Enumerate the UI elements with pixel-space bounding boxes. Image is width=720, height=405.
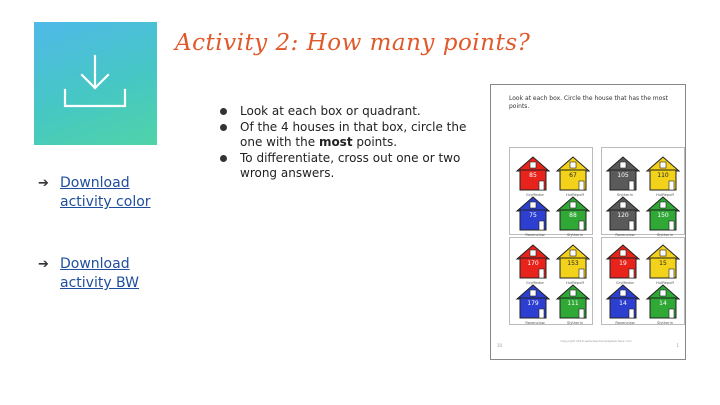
house-points: 15 <box>659 260 667 267</box>
house-icon <box>645 283 685 325</box>
house-name: Hufflepuff <box>566 193 584 197</box>
download-color-link[interactable]: Download activity color <box>60 175 151 210</box>
house-icon <box>605 155 645 197</box>
arrow-right-icon: ➔ <box>38 257 49 272</box>
house-name: Slytherin <box>656 321 674 325</box>
download-bw-link[interactable]: Download activity BW <box>60 256 140 291</box>
house-icon <box>515 195 555 237</box>
download-color-item <box>38 174 178 212</box>
house-icon <box>555 283 595 325</box>
house-points: 170 <box>527 260 539 267</box>
footer-page-right: 1 <box>676 343 679 348</box>
house-name: Hufflepuff <box>656 193 674 197</box>
bold-word: most <box>318 135 353 149</box>
house-icon <box>515 243 555 285</box>
instructions-list <box>216 104 478 182</box>
house-icon <box>515 283 555 325</box>
house-name: Slytherin <box>566 321 584 325</box>
arrow-right-icon: ➔ <box>38 176 49 191</box>
house-name: Gryffindor <box>525 281 545 285</box>
house-points: 179 <box>527 300 539 307</box>
house-name: Hufflepuff <box>656 281 674 285</box>
worksheet-preview <box>490 84 686 360</box>
house-name: Gryffindor <box>615 281 635 285</box>
bullet-item: Of the 4 houses in that box, circle the one with the most points. <box>216 120 478 151</box>
download-bw-item <box>38 255 178 293</box>
house-points: 19 <box>619 260 627 267</box>
download-icon <box>34 22 157 145</box>
house-icon <box>555 243 595 285</box>
house-name: Hufflepuff <box>566 281 584 285</box>
bullet-dot-icon <box>220 155 227 162</box>
house-name: Slytherin <box>616 193 634 197</box>
bullet-item: Look at each box or quadrant. <box>216 104 478 120</box>
slide-title: Activity 2: How many points? <box>175 30 531 56</box>
house-points: 111 <box>567 300 579 307</box>
bullet-item: To differentiate, cross out one or two wrong answers. <box>216 151 478 182</box>
house-points: 14 <box>659 300 667 307</box>
house-points: 14 <box>619 300 627 307</box>
house-name: Ravenclaw <box>615 233 635 237</box>
house-icon <box>605 243 645 285</box>
bullet-dot-icon <box>220 124 227 131</box>
house-icon <box>645 155 685 197</box>
house-name: Ravenclaw <box>615 321 635 325</box>
house-points: 153 <box>567 260 579 267</box>
footer-copyright: Copyright 2019 www.teacherspayteachers.com <box>560 339 632 343</box>
house-icon <box>645 195 685 237</box>
house-icon <box>645 243 685 285</box>
download-tile[interactable] <box>34 22 157 145</box>
house-points: 105 <box>617 172 629 179</box>
house-icon <box>605 195 645 237</box>
house-icon <box>515 155 555 197</box>
house-name: Ravenclaw <box>525 321 545 325</box>
house-points: 88 <box>569 212 577 219</box>
house-points: 120 <box>617 212 629 219</box>
footer-page-left: 10 <box>497 343 503 348</box>
house-points: 150 <box>657 212 669 219</box>
house-name: Gryffindor <box>525 193 545 197</box>
house-points: 85 <box>529 172 537 179</box>
house-name: Ravenclaw <box>525 233 545 237</box>
house-name: Slytherin <box>656 233 674 237</box>
worksheet-header: Look at each box. Circle the house that has the most points. <box>509 95 668 110</box>
house-points: 110 <box>657 172 669 179</box>
house-icon <box>555 155 595 197</box>
house-name: Slytherin <box>566 233 584 237</box>
house-icon <box>555 195 595 237</box>
house-icon <box>605 283 645 325</box>
house-points: 75 <box>529 212 537 219</box>
bullet-dot-icon <box>220 108 227 115</box>
house-points: 67 <box>569 172 577 179</box>
